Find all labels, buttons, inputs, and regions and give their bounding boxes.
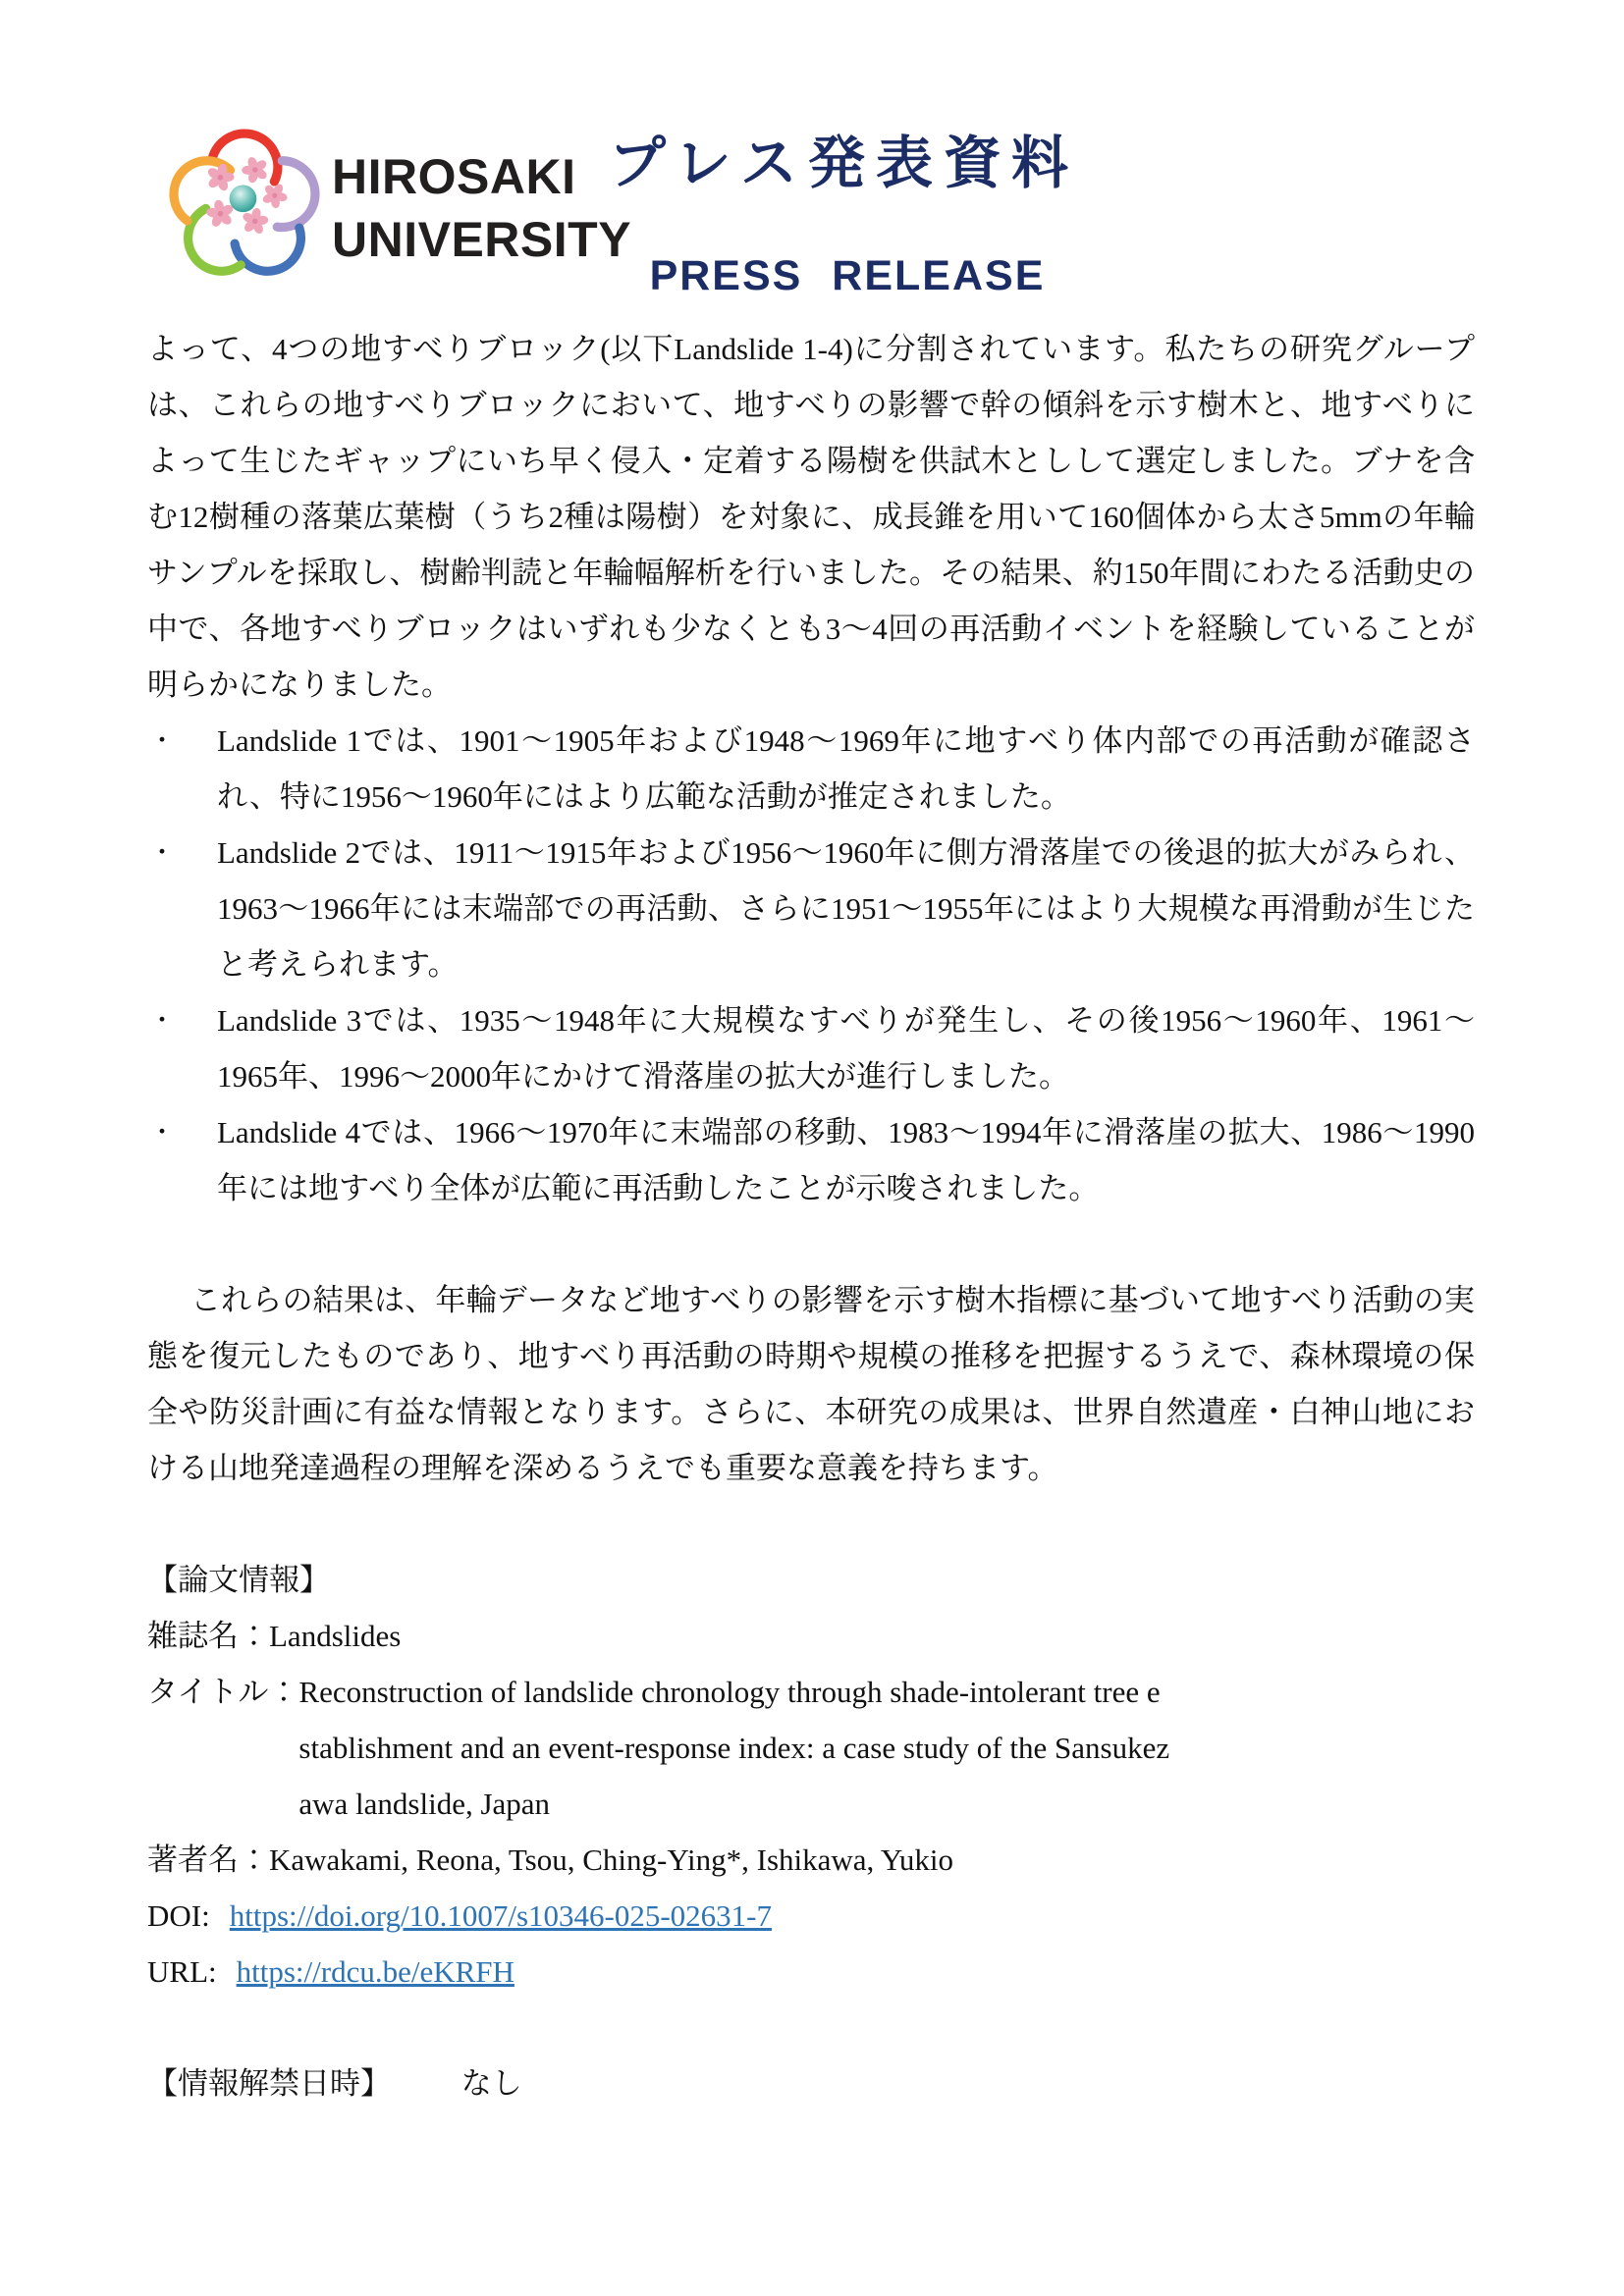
paper-title-line: Reconstruction of landslide chronology through shade-intolerant tree e <box>298 1675 1161 1709</box>
paper-info-heading: 【論文情報】 <box>147 1563 330 1597</box>
authors-label: 著者名： <box>147 1842 269 1877</box>
flower-logo-icon <box>169 124 320 289</box>
doi-link[interactable]: https://doi.org/10.1007/s10346-025-02631-7 <box>229 1898 772 1933</box>
document-title-japanese: プレス発表資料 <box>609 132 1079 195</box>
paper-info-section <box>147 1552 1475 2000</box>
paper-title-lines <box>298 1664 1475 1832</box>
url-row <box>147 1944 1475 2000</box>
logo-center-ball <box>230 185 257 212</box>
hirosaki-university-logo <box>169 124 320 289</box>
document-body <box>147 321 1475 2111</box>
university-name-line1: HIROSAKI <box>332 149 576 204</box>
list-item-landslide1 <box>147 713 1475 825</box>
embargo-heading: 【情報解禁日時】 <box>147 2066 391 2101</box>
spacer <box>147 1216 1475 1272</box>
journal-name: Landslides <box>269 1619 402 1653</box>
paper-title-label: タイトル： <box>147 1675 299 1709</box>
paper-title-line: stablishment and an event-response index: a case study of the Sansukez <box>298 1731 1170 1765</box>
spacer <box>147 1496 1475 1552</box>
bullet-icon: ・ <box>149 726 176 755</box>
article-url-link[interactable]: https://rdcu.be/eKRFH <box>236 1954 514 1989</box>
doi-row <box>147 1888 1475 1944</box>
list-item-text: Landslide 3では、1935～1948年に大規模なすべりが発生し、その後1956～1960年、1961～1965年、1996～2000年にかけて滑落崖の拡大が進行しました。 <box>217 1003 1475 1094</box>
journal-label: 雑誌名： <box>147 1619 269 1653</box>
paragraph-methods: よって、4つの地すべりブロック(以下Landslide 1-4)に分割されています。私たちの研究グループは、これらの地すべりブロックにおいて、地すべりの影響で幹の傾斜を示す樹木と、地すべりによって生じたギャップにいち早く侵入・定着する陽樹を供試木としして選定しました。ブナを含む12樹種の落葉広葉樹（うち2種は陽樹）を対象に、成長錐を用いて160個体から太さ5mmの年輪サンプルを採取し、樹齢判読と年輪幅解析を行いました。その結果、約150年間にわたる活動史の中で、各地すべりブロックはいずれも少なくとも3～4回の再活動イベントを経験していることが明らかになりました。 <box>147 332 1475 702</box>
authors-names: Kawakami, Reona, Tsou, Ching-Ying*, Ishikawa, Yukio <box>269 1842 953 1877</box>
list-item-landslide3 <box>147 992 1475 1104</box>
list-item-text: Landslide 2では、1911～1915年および1956～1960年に側方滑落崖での後退的拡大がみられ、1963～1966年には末端部での再活動、さらに1951～1955年にはより大規模な再滑動が生じたと考えられます。 <box>217 835 1475 982</box>
university-name <box>332 145 631 271</box>
document-title-english: PRESS RELEASE <box>649 252 1046 299</box>
paper-title-row <box>147 1664 1475 1832</box>
bullet-icon: ・ <box>149 838 176 867</box>
bullet-icon: ・ <box>149 1006 176 1035</box>
url-label: URL: <box>147 1954 217 1989</box>
embargo-value: なし <box>460 2066 522 2101</box>
journal-row <box>147 1608 1475 1664</box>
spacer <box>147 2000 1475 2056</box>
bullet-icon: ・ <box>149 1118 176 1147</box>
university-name-line2: UNIVERSITY <box>332 212 632 267</box>
landslide-findings-list <box>147 713 1475 1216</box>
page-header <box>0 0 1624 324</box>
paper-title-line: awa landslide, Japan <box>298 1787 551 1821</box>
list-item-text: Landslide 1では、1901～1905年および1948～1969年に地すべり体内部での再活動が確認され、特に1956～1960年にはより広範な活動が推定されました。 <box>217 723 1475 814</box>
doi-label: DOI: <box>147 1898 210 1933</box>
paragraph-significance: これらの結果は、年輪データなど地すべりの影響を示す樹木指標に基づいて地すべり活動の実態を復元したものであり、地すべり再活動の時期や規模の推移を把握するうえで、森林環境の保全や防災計画に有益な情報となります。さらに、本研究の成果は、世界自然遺産・白神山地における山地発達過程の理解を深めるうえでも重要な意義を持ちます。 <box>147 1283 1475 1485</box>
list-item-landslide2 <box>147 825 1475 992</box>
list-item-text: Landslide 4では、1966～1970年に末端部の移動、1983～1994年に滑落崖の拡大、1986～1990年には地すべり全体が広範に再活動したことが示唆されました。 <box>217 1115 1475 1205</box>
authors-row <box>147 1832 1475 1888</box>
list-item-landslide4 <box>147 1104 1475 1216</box>
embargo-row <box>147 2056 1475 2111</box>
